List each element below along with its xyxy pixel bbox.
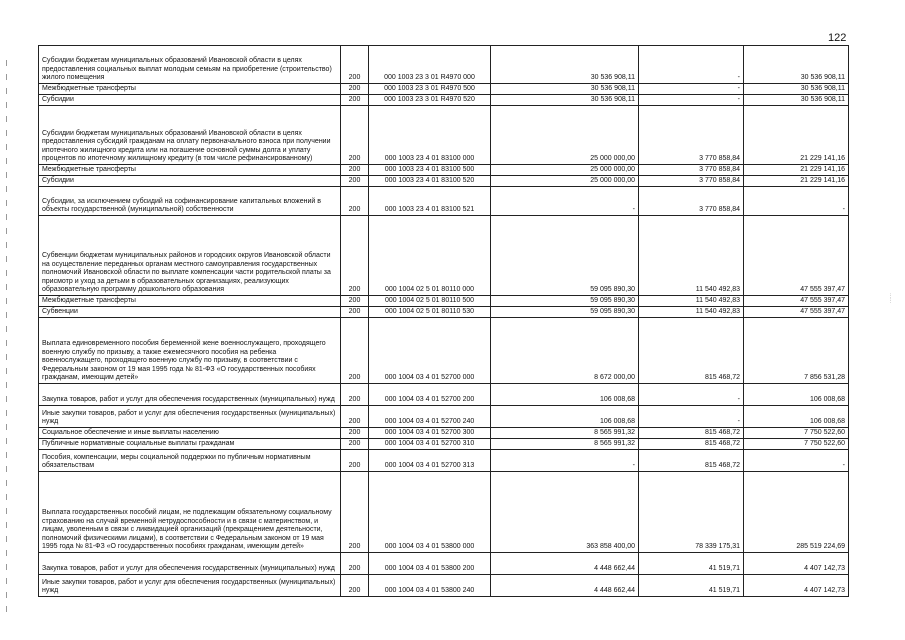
- executed-amount-cell: 78 339 175,31: [639, 472, 744, 553]
- table-row: [39, 216, 849, 296]
- approved-amount-cell: 8 672 000,00: [491, 318, 639, 384]
- budget-classification-code-cell: 000 1004 03 4 01 52700 300: [369, 428, 491, 439]
- unexecuted-amount-cell: 106 008,68: [744, 406, 849, 428]
- executed-amount-cell: -: [639, 384, 744, 406]
- table-row: [39, 165, 849, 176]
- row-name-cell: Межбюджетные трансферты: [39, 296, 341, 307]
- row-name-cell: Выплата государственных пособий лицам, не подлежащим обязательному социальному страхованию на случай временной нетрудоспособности и в связи с материнством, и лицам, уволенным в связи с ликвидацией организаций (прекращением деятельности, полномочий физическими лицами), в соответствии с Федеральным законом от 19 мая 1995 года № 81-ФЗ «О государственных пособиях гражданам, имеющим детей»: [39, 472, 341, 553]
- table-row: [39, 296, 849, 307]
- budget-classification-code-cell: 000 1004 03 4 01 53800 200: [369, 553, 491, 575]
- executed-amount-cell: -: [639, 406, 744, 428]
- budget-classification-code-cell: 000 1004 03 4 01 53800 240: [369, 575, 491, 597]
- table-body: [39, 46, 849, 597]
- row-name-cell: Субвенции: [39, 307, 341, 318]
- table-row: [39, 384, 849, 406]
- admin-code-cell: 200: [341, 106, 369, 165]
- table-row: [39, 307, 849, 318]
- row-name-cell: Пособия, компенсации, меры социальной поддержки по публичным нормативным обязательствам: [39, 450, 341, 472]
- executed-amount-cell: 3 770 858,84: [639, 165, 744, 176]
- admin-code-cell: 200: [341, 450, 369, 472]
- unexecuted-amount-cell: 30 536 908,11: [744, 95, 849, 106]
- approved-amount-cell: 59 095 890,30: [491, 307, 639, 318]
- approved-amount-cell: 59 095 890,30: [491, 216, 639, 296]
- table-row: [39, 406, 849, 428]
- admin-code-cell: 200: [341, 187, 369, 216]
- approved-amount-cell: -: [491, 450, 639, 472]
- admin-code-cell: 200: [341, 176, 369, 187]
- executed-amount-cell: -: [639, 46, 744, 84]
- budget-classification-code-cell: 000 1004 02 5 01 80110 500: [369, 296, 491, 307]
- row-name-cell: Публичные нормативные социальные выплаты гражданам: [39, 439, 341, 450]
- approved-amount-cell: 30 536 908,11: [491, 95, 639, 106]
- approved-amount-cell: 30 536 908,11: [491, 84, 639, 95]
- unexecuted-amount-cell: -: [744, 187, 849, 216]
- row-name-cell: Субсидии бюджетам муниципальных образований Ивановской области в целях предоставления социальных выплат молодым семьям на приобретение (строительство) жилого помещения: [39, 46, 341, 84]
- admin-code-cell: 200: [341, 216, 369, 296]
- budget-classification-code-cell: 000 1003 23 3 01 R4970 520: [369, 95, 491, 106]
- table-row: [39, 95, 849, 106]
- executed-amount-cell: 3 770 858,84: [639, 176, 744, 187]
- admin-code-cell: 200: [341, 165, 369, 176]
- row-name-cell: Субсидии: [39, 176, 341, 187]
- unexecuted-amount-cell: 30 536 908,11: [744, 46, 849, 84]
- approved-amount-cell: 30 536 908,11: [491, 46, 639, 84]
- executed-amount-cell: 11 540 492,83: [639, 296, 744, 307]
- budget-classification-code-cell: 000 1003 23 4 01 83100 500: [369, 165, 491, 176]
- budget-classification-code-cell: 000 1004 03 4 01 52700 310: [369, 439, 491, 450]
- table-row: [39, 553, 849, 575]
- row-name-cell: Выплата единовременного пособия беременной жене военнослужащего, проходящего военную службу по призыву, а также ежемесячного пособия на ребенка военнослужащего, проходящего военную службу по призыву, в соответствии с Федеральным законом от 19 мая 1995 года № 81-ФЗ «О государственных пособиях гражданам, имеющим детей»: [39, 318, 341, 384]
- row-name-cell: Межбюджетные трансферты: [39, 165, 341, 176]
- unexecuted-amount-cell: 7 750 522,60: [744, 428, 849, 439]
- table-row: [39, 176, 849, 187]
- budget-classification-code-cell: 000 1004 03 4 01 53800 000: [369, 472, 491, 553]
- budget-classification-code-cell: 000 1004 03 4 01 52700 200: [369, 384, 491, 406]
- row-name-cell: Субсидии бюджетам муниципальных образований Ивановской области в целях предоставления субсидий гражданам на оплату первоначального взноса при получении ипотечного жилищного кредита или на погашение основной суммы долга и уплату процентов по ипотечному жилищному кредиту (в том числе рефинансированному): [39, 106, 341, 165]
- row-name-cell: Субсидии, за исключением субсидий на софинансирование капитальных вложений в объекты государственной (муниципальной) собственности: [39, 187, 341, 216]
- executed-amount-cell: 815 468,72: [639, 428, 744, 439]
- unexecuted-amount-cell: -: [744, 450, 849, 472]
- admin-code-cell: 200: [341, 428, 369, 439]
- approved-amount-cell: 59 095 890,30: [491, 296, 639, 307]
- approved-amount-cell: 106 008,68: [491, 384, 639, 406]
- unexecuted-amount-cell: 21 229 141,16: [744, 106, 849, 165]
- admin-code-cell: 200: [341, 46, 369, 84]
- row-name-cell: Субвенции бюджетам муниципальных районов и городских округов Ивановской области на осуществление переданных органам местного самоуправления государственных полномочий Ивановской области по выплате компенсации части родительской платы за присмотр и уход за детьми в образовательных организациях, реализующих образовательную программу дошкольного образования: [39, 216, 341, 296]
- budget-classification-code-cell: 000 1003 23 4 01 83100 000: [369, 106, 491, 165]
- unexecuted-amount-cell: 4 407 142,73: [744, 575, 849, 597]
- approved-amount-cell: 8 565 991,32: [491, 439, 639, 450]
- executed-amount-cell: 41 519,71: [639, 575, 744, 597]
- executed-amount-cell: 3 770 858,84: [639, 187, 744, 216]
- admin-code-cell: 200: [341, 406, 369, 428]
- budget-classification-code-cell: 000 1004 03 4 01 52700 000: [369, 318, 491, 384]
- row-name-cell: Закупка товаров, работ и услуг для обеспечения государственных (муниципальных) нужд: [39, 384, 341, 406]
- unexecuted-amount-cell: 7 750 522,60: [744, 439, 849, 450]
- approved-amount-cell: 25 000 000,00: [491, 176, 639, 187]
- admin-code-cell: 200: [341, 95, 369, 106]
- budget-classification-code-cell: 000 1004 03 4 01 52700 313: [369, 450, 491, 472]
- table-row: [39, 450, 849, 472]
- executed-amount-cell: 3 770 858,84: [639, 106, 744, 165]
- table-row: [39, 472, 849, 553]
- executed-amount-cell: 815 468,72: [639, 439, 744, 450]
- approved-amount-cell: 4 448 662,44: [491, 575, 639, 597]
- table-row: [39, 106, 849, 165]
- unexecuted-amount-cell: 47 555 397,47: [744, 216, 849, 296]
- unexecuted-amount-cell: 47 555 397,47: [744, 296, 849, 307]
- row-name-cell: Социальное обеспечение и иные выплаты населению: [39, 428, 341, 439]
- executed-amount-cell: -: [639, 95, 744, 106]
- row-name-cell: Иные закупки товаров, работ и услуг для обеспечения государственных (муниципальных) нужд: [39, 575, 341, 597]
- unexecuted-amount-cell: 106 008,68: [744, 384, 849, 406]
- unexecuted-amount-cell: 47 555 397,47: [744, 307, 849, 318]
- unexecuted-amount-cell: 21 229 141,16: [744, 176, 849, 187]
- budget-classification-code-cell: 000 1004 02 5 01 80110 000: [369, 216, 491, 296]
- executed-amount-cell: 11 540 492,83: [639, 216, 744, 296]
- unexecuted-amount-cell: 21 229 141,16: [744, 165, 849, 176]
- unexecuted-amount-cell: 285 519 224,69: [744, 472, 849, 553]
- approved-amount-cell: 8 565 991,32: [491, 428, 639, 439]
- budget-classification-code-cell: 000 1004 02 5 01 80110 530: [369, 307, 491, 318]
- budget-classification-code-cell: 000 1003 23 3 01 R4970 500: [369, 84, 491, 95]
- approved-amount-cell: 25 000 000,00: [491, 106, 639, 165]
- unexecuted-amount-cell: 7 856 531,28: [744, 318, 849, 384]
- admin-code-cell: 200: [341, 307, 369, 318]
- executed-amount-cell: -: [639, 84, 744, 95]
- admin-code-cell: 200: [341, 553, 369, 575]
- row-name-cell: Иные закупки товаров, работ и услуг для обеспечения государственных (муниципальных) нужд: [39, 406, 341, 428]
- table-row: [39, 187, 849, 216]
- unexecuted-amount-cell: 30 536 908,11: [744, 84, 849, 95]
- budget-classification-code-cell: 000 1003 23 4 01 83100 521: [369, 187, 491, 216]
- table-row: [39, 439, 849, 450]
- executed-amount-cell: 11 540 492,83: [639, 307, 744, 318]
- table-row: [39, 428, 849, 439]
- budget-classification-code-cell: 000 1003 23 3 01 R4970 000: [369, 46, 491, 84]
- scan-edge-artifact: [6, 60, 7, 620]
- approved-amount-cell: 25 000 000,00: [491, 165, 639, 176]
- table-row: [39, 575, 849, 597]
- admin-code-cell: 200: [341, 318, 369, 384]
- table-row: [39, 318, 849, 384]
- approved-amount-cell: -: [491, 187, 639, 216]
- scan-margin-mark: ······: [887, 293, 893, 303]
- approved-amount-cell: 106 008,68: [491, 406, 639, 428]
- admin-code-cell: 200: [341, 296, 369, 307]
- row-name-cell: Субсидии: [39, 95, 341, 106]
- admin-code-cell: 200: [341, 472, 369, 553]
- budget-classification-code-cell: 000 1003 23 4 01 83100 520: [369, 176, 491, 187]
- budget-classification-code-cell: 000 1004 03 4 01 52700 240: [369, 406, 491, 428]
- admin-code-cell: 200: [341, 84, 369, 95]
- budget-execution-table: [38, 45, 849, 597]
- approved-amount-cell: 4 448 662,44: [491, 553, 639, 575]
- unexecuted-amount-cell: 4 407 142,73: [744, 553, 849, 575]
- approved-amount-cell: 363 858 400,00: [491, 472, 639, 553]
- admin-code-cell: 200: [341, 384, 369, 406]
- row-name-cell: Межбюджетные трансферты: [39, 84, 341, 95]
- executed-amount-cell: 41 519,71: [639, 553, 744, 575]
- admin-code-cell: 200: [341, 575, 369, 597]
- executed-amount-cell: 815 468,72: [639, 450, 744, 472]
- admin-code-cell: 200: [341, 439, 369, 450]
- page-number: 122: [828, 32, 847, 44]
- row-name-cell: Закупка товаров, работ и услуг для обеспечения государственных (муниципальных) нужд: [39, 553, 341, 575]
- table-row: [39, 46, 849, 84]
- executed-amount-cell: 815 468,72: [639, 318, 744, 384]
- table-row: [39, 84, 849, 95]
